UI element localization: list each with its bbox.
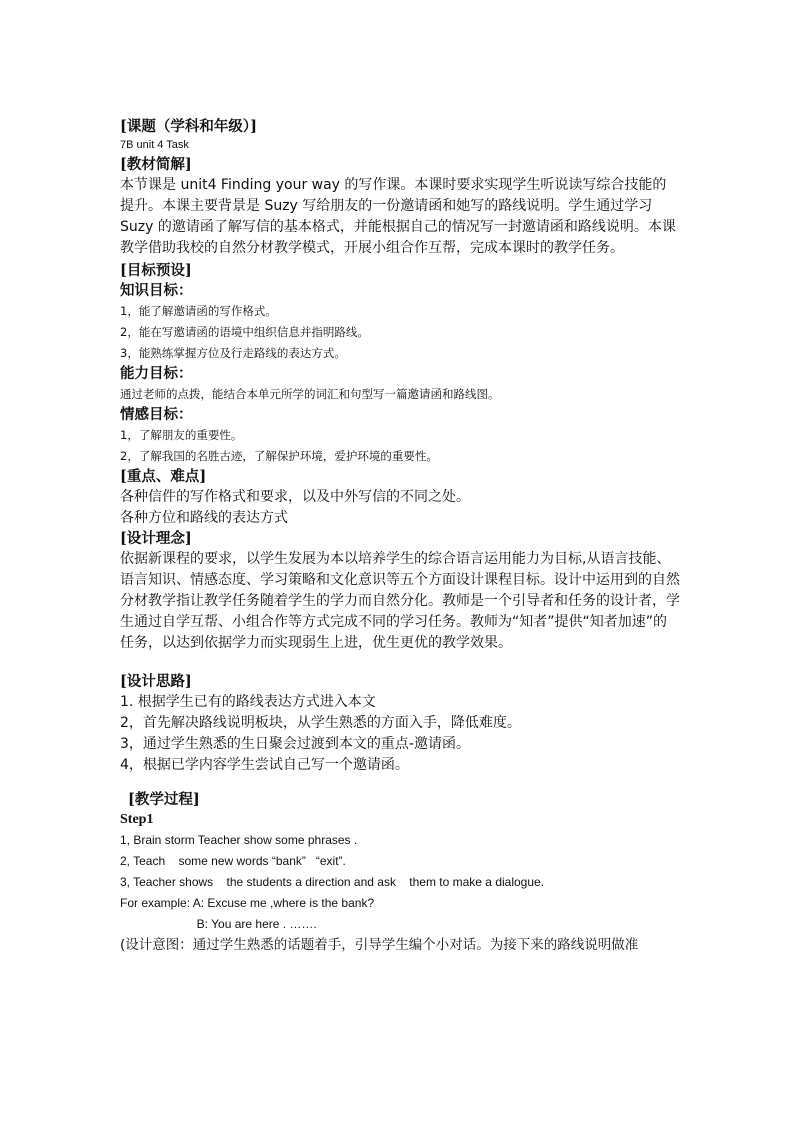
step-item: B: You are here . ……. [120,917,317,931]
ideas-heading: [设计思路] [120,673,192,690]
ideas-item: 4，根据已学内容学生尝试自己写一个邀请函。 [120,757,409,773]
ability-heading: 能力目标： [120,365,193,382]
step-label: Step1 [120,812,154,827]
keypoints-heading: [重点、难点] [120,468,207,485]
title-text: 7B unit 4 Task [120,139,189,151]
knowledge-item: 3，能熟练掌握方位及行走路线的表达方式。 [120,346,346,360]
spacer [120,776,680,790]
spacer [120,654,680,672]
title-heading: [课题（学科和年级）] [120,118,257,135]
keypoints-item: 各种信件的写作格式和要求，以及中外写信的不同之处。 [120,489,470,505]
step-item: 3, Teacher shows the students a direction and ask them to make a dialogue. [120,875,545,889]
intro-heading: [教材简解] [120,156,192,173]
knowledge-item: 2，能在写邀请函的语境中组织信息并指明路线。 [120,325,369,339]
ideas-item: 1. 根据学生已有的路线表达方式进入本文 [120,694,376,710]
intro-text: 本节课是 unit4 Finding your way 的写作课。本课时要求实现学生听说读写综合技能的提升。本课主要背景是 Suzy 写给朋友的一份邀请函和她写的路线说明。学生通过学习 Suzy 的邀请函了解写信的基本格式，并能根据自己的情况写一封邀请函和路线说明。本课教学借助我校的自然分材教学模式，开展小组合作互帮，完成本课时的教学任务。 [120,177,676,256]
ideas-item: 3，通过学生熟悉的生日聚会过渡到本文的重点-邀请函。 [120,736,470,752]
keypoints-item: 各种方位和路线的表达方式 [120,510,288,526]
step-item: 2, Teach some new words “bank” “exit”. [120,854,346,868]
lesson-plan-content [120,117,680,956]
ability-text: 通过老师的点拨，能结合本单元所学的词汇和句型写一篇邀请函和路线图。 [120,387,500,401]
design-intent-text: (设计意图：通过学生熟悉的话题着手，引导学生编个小对话。为接下来的路线说明做准 [120,937,639,953]
step-item: 1, Brain storm Teacher show some phrases . [120,833,358,847]
step-item: For example: A: Excuse me ,where is the bank? [120,896,375,910]
process-heading: [教学过程] [128,791,200,808]
concept-heading: [设计理念] [120,530,192,547]
emotion-item: 1，了解朋友的重要性。 [120,428,243,442]
knowledge-item: 1，能了解邀请函的写作格式。 [120,304,277,318]
concept-text: 依据新课程的要求，以学生发展为本以培养学生的综合语言运用能力为目标,从语言技能、语言知识、情感态度、学习策略和文化意识等五个方面设计课程目标。设计中运用到的自然分材教学指让教学任务随着学生的学力而自然分化。教师是一个引导者和任务的设计者，学生通过自学互帮、小组合作等方式完成不同的学习任务。教师为“知者”提供“知者加速”的任务，以达到依据学力而实现弱生上进，优生更优的教学效果。 [120,551,680,651]
ideas-item: 2，首先解决路线说明板块，从学生熟悉的方面入手，降低难度。 [120,715,521,731]
knowledge-heading: 知识目标： [120,282,193,299]
goals-heading: [目标预设] [120,262,192,279]
emotion-heading: 情感目标： [120,406,193,423]
emotion-item: 2，了解我国的名胜古迹，了解保护环境，爱护环境的重要性。 [120,449,438,463]
